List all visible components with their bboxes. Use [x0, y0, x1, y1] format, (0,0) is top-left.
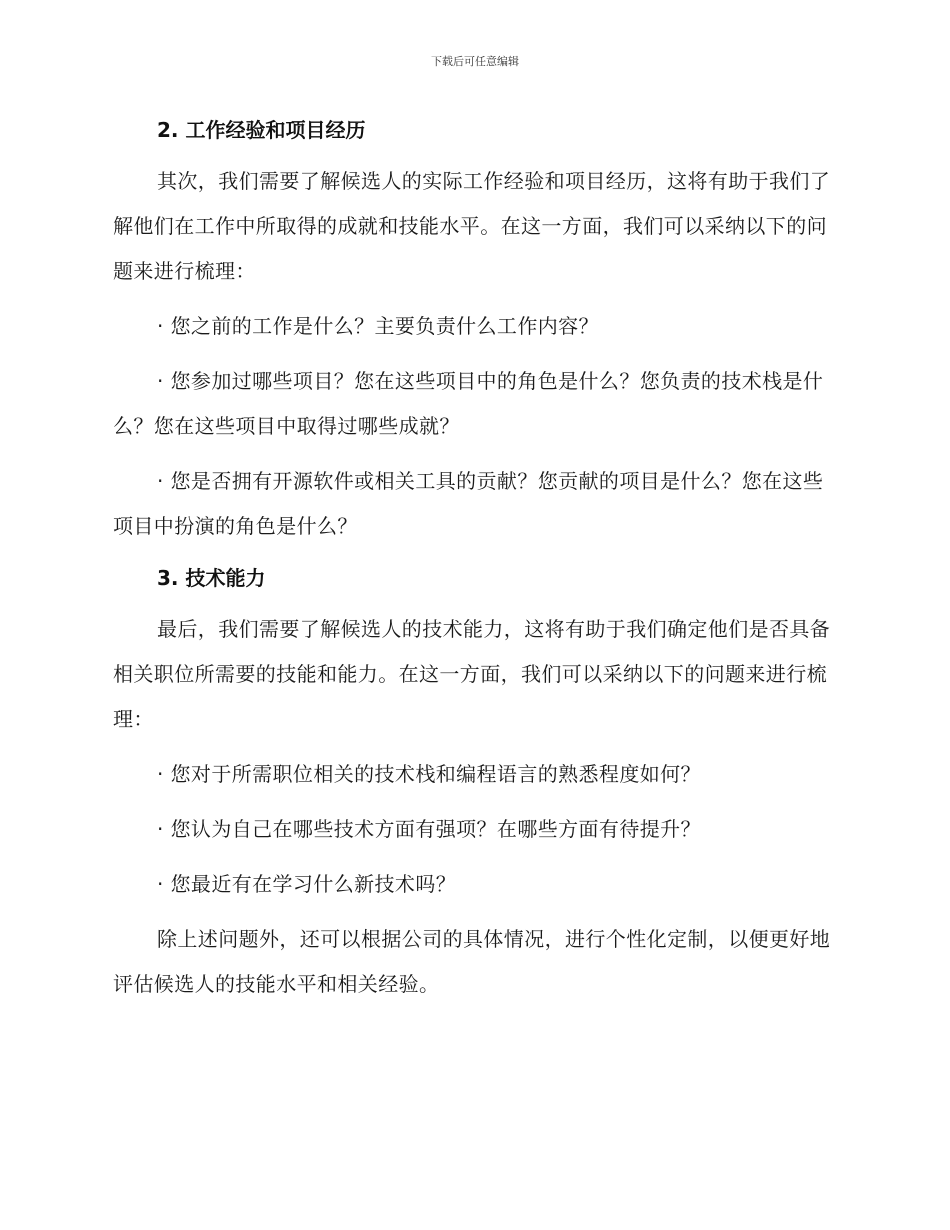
section-intro-work-experience: 其次，我们需要了解候选人的实际工作经验和项目经历，这将有助于我们了解他们在工作中所取得的成就和技能水平。在这一方面，我们可以采纳以下的问题来进行梳理： [113, 169, 831, 283]
section-heading-technical-skills: 3. 技术能力 [157, 566, 266, 590]
section-heading-work-experience: 2. 工作经验和项目经历 [157, 118, 366, 142]
page-header: 下载后可任意编辑 [431, 55, 519, 68]
bullet-item: · 您最近有在学习什么新技术吗？ [157, 872, 457, 896]
bullet-item: · 您参加过哪些项目？您在这些项目中的角色是什么？您负责的技术栈是什么？您在这些项目中取得过哪些成就？ [113, 369, 824, 438]
section-intro-technical-skills: 最后，我们需要了解候选人的技术能力，这将有助于我们确定他们是否具备相关职位所需要的技能和能力。在这一方面，我们可以采纳以下的问题来进行梳理： [113, 617, 831, 731]
bullet-item: · 您认为自己在哪些技术方面有强项？在哪些方面有待提升？ [157, 817, 701, 841]
document-body [113, 113, 835, 1007]
conclusion-paragraph: 除上述问题外，还可以根据公司的具体情况，进行个性化定制，以便更好地评估候选人的技能水平和相关经验。 [113, 927, 831, 996]
bullet-item: · 您之前的工作是什么？主要负责什么工作内容？ [157, 314, 599, 338]
bullet-item: · 您对于所需职位相关的技术栈和编程语言的熟悉程度如何？ [157, 762, 701, 786]
bullet-item: · 您是否拥有开源软件或相关工具的贡献？您贡献的项目是什么？您在这些项目中扮演的角色是什么？ [113, 469, 824, 538]
